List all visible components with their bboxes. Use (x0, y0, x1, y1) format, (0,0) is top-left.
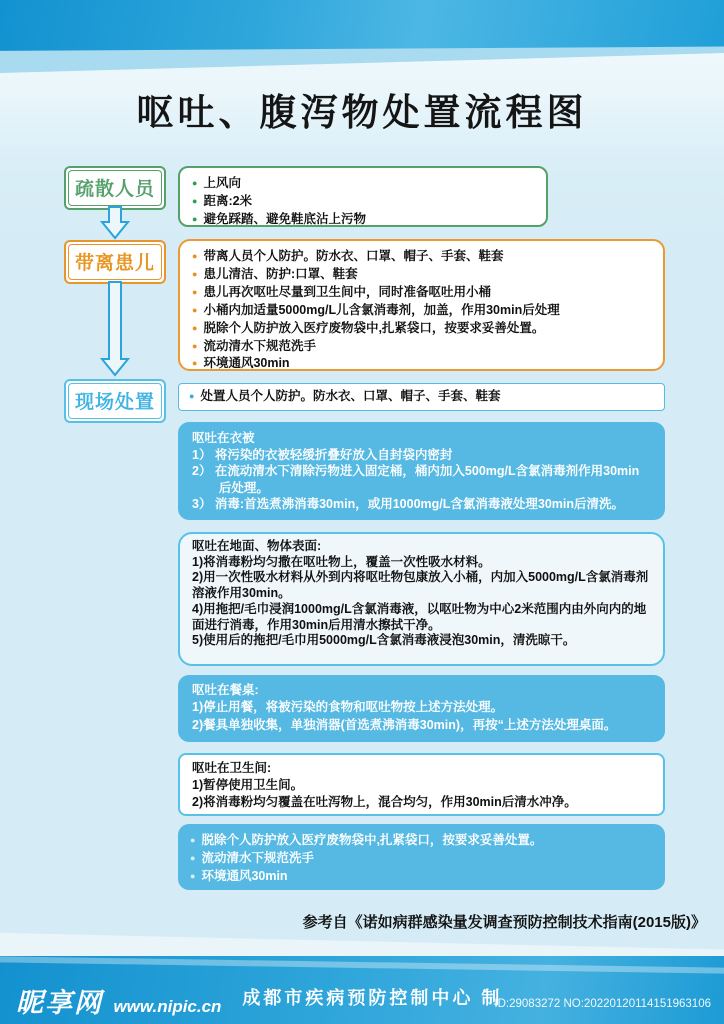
list-item: 2)用一次性吸水材料从外到内将呕吐物包康放入小桶，内加入5000mg/L含氯消毒剂溶液作用30min。 (192, 570, 649, 601)
list-item: ● 处置人员个人防护。防水衣、口罩、帽子、手套、鞋套 (189, 388, 654, 406)
box-evacuate-people (178, 166, 548, 227)
list-item: 1)停止用餐，将被污染的食物和呕吐物按上述方法处理。 (192, 700, 504, 715)
list-item: ● 带离人员个人防护。防水衣、口罩、帽子、手套、鞋套 (192, 248, 651, 266)
flow-step-remove-child (64, 240, 166, 284)
flow-step-evacuate (64, 166, 166, 210)
down-arrow-icon (100, 281, 130, 382)
list-item: ● 脱除个人防护放入医疗废物袋中,扎紧袋口，按要求妥善处置。 (190, 832, 653, 850)
list-item: ● 脱除个人防护放入医疗废物袋中,扎紧袋口，按要求妥善处置。 (192, 320, 651, 338)
box-heading: 呕吐在地面、物体表面: (192, 539, 322, 553)
list-item: ● 小桶内加适量5000mg/L儿含氯消毒剂，加盖，作用30min后处理 (192, 302, 651, 320)
box-vomit-on-dining-table (178, 675, 665, 742)
box-final-steps (178, 824, 665, 890)
box-steps (192, 699, 651, 734)
watermark-url: www.nipic.cn (113, 997, 222, 1016)
box-steps (192, 447, 651, 513)
box-steps (192, 555, 651, 649)
list-item: 4)用拖把/毛巾浸润1000mg/L含氯消毒液，以呕吐物为中心2米范围内由外向内的地面进行消毒，作用30min后用清水擦拭干净。 (192, 601, 647, 632)
page-title: 呕吐、腹泻物处置流程图 (136, 92, 588, 133)
banner-streak (0, 956, 724, 973)
box-vomit-on-ground (178, 532, 665, 666)
list-item: 3） 消毒:首选煮沸消毒30min，或用1000mg/L含氯消毒液处理30min后清洗。 (192, 497, 625, 511)
list-item: 1） 将污染的衣被轻缓折叠好放入自封袋内密封 (192, 447, 453, 462)
flow-step-onsite-disposal (64, 379, 166, 423)
flow-step-label: 带离患儿 (68, 244, 162, 280)
reference-note: 参考自《诺如病群感染量发调查预防控制技术指南(2015版)》 (302, 914, 706, 931)
issuing-organization: 成都市疾病预防控制中心 制 (242, 988, 503, 1008)
list-item: ● 距离:2米 (192, 193, 534, 211)
list-item: ● 环境通风30min (192, 355, 651, 373)
bottom-banner (0, 956, 724, 1024)
list-item: 1)暂停使用卫生间。 (192, 778, 304, 792)
image-id-text: ID:29083272 NO:20220120114151963106 (494, 998, 711, 1010)
box-heading: 呕吐在衣被 (192, 431, 255, 445)
list-item: ● 患儿清洁、防护:口罩、鞋套 (192, 266, 651, 284)
list-item: ● 避免踩踏、避免鞋底沾上污物 (192, 211, 534, 229)
list-item: 2)将消毒粉均匀覆盖在吐泻物上，混合均匀，作用30min后清水冲净。 (192, 795, 577, 809)
list-item: 2） 在流动清水下清除污物进入固定桶，桶内加入500mg/L含氯消毒剂作用30min后处理。 (192, 464, 640, 495)
list-item: ● 上风向 (192, 175, 534, 193)
box-remove-child-steps (178, 239, 665, 371)
list-item: ● 流动清水下规范洗手 (190, 850, 653, 868)
flow-step-label: 疏散人员 (68, 170, 162, 206)
list-item: ● 环境通风30min (190, 868, 653, 886)
flow-step-label: 现场处置 (68, 383, 162, 419)
box-vomit-in-toilet (178, 753, 665, 816)
watermark-logo: 昵享网 (16, 988, 103, 1018)
box-ppe-note (178, 383, 665, 411)
box-heading: 呕吐在餐桌: (192, 683, 259, 697)
list-item: 5)使用后的拖把/毛巾用5000mg/L含氯消毒液浸泡30min，清洗晾干。 (192, 633, 576, 648)
watermark (16, 981, 221, 1020)
list-item: ● 流动清水下规范洗手 (192, 338, 651, 356)
box-steps (192, 777, 651, 811)
list-item: 2)餐具单独收集，单独消器(首选煮沸消毒30min)，再按“上述方法处理桌面。 (192, 717, 617, 732)
list-item: ● 患儿再次呕吐尽量到卫生间中，同时准备呕吐用小桶 (192, 284, 651, 302)
box-vomit-on-clothes (178, 422, 665, 520)
list-item: 1)将消毒粉均匀撒在呕吐物上，覆盖一次性吸水材料。 (192, 554, 491, 569)
box-heading: 呕吐在卫生间: (192, 761, 272, 775)
